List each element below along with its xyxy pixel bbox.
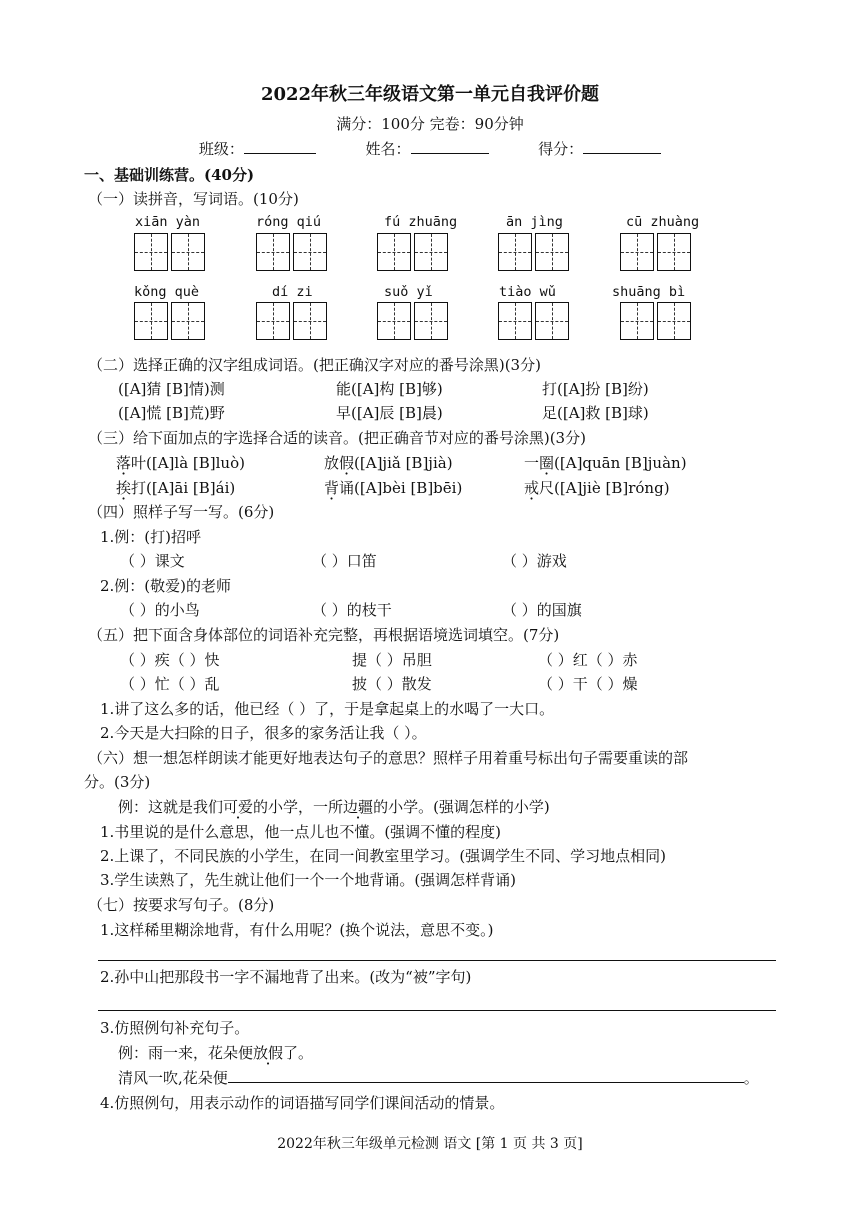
fill-item[interactable]: （ ）课文 (120, 552, 185, 570)
writing-grid[interactable] (498, 302, 572, 340)
answer-line[interactable] (98, 960, 776, 961)
pinyin-label: suǒ yǐ (384, 284, 433, 300)
reading-choice[interactable]: 背诵([A]bèi [B]bēi) (324, 479, 463, 497)
emphasized-char: 背 (324, 479, 340, 497)
fill-item[interactable]: 披（ ）散发 (352, 675, 432, 693)
pinyin-label: fú zhuāng (384, 214, 458, 230)
question-heading: （二）选择正确的汉字组成词语。(把正确汉字对应的番号涂黑)(3分) (88, 356, 541, 374)
grid-cell[interactable] (293, 302, 327, 340)
grid-cell[interactable] (171, 233, 205, 271)
question-heading: （一）读拼音，写词语。(10分) (88, 190, 299, 208)
fill-item[interactable]: （ ）疾（ ）快 (120, 651, 220, 669)
example: 2.例：(敬爱)的老师 (100, 577, 232, 595)
task-item: 3.仿照例句补充句子。 (100, 1019, 250, 1037)
emphasized-char: 挨 (116, 479, 132, 497)
grid-cell[interactable] (134, 233, 168, 271)
fill-sentence[interactable]: 清风一吹,花朵便 。 (118, 1069, 759, 1087)
emphasized-char: 戒 (524, 479, 540, 497)
question-heading: （三）给下面加点的字选择合适的读音。(把正确音节对应的番号涂黑)(3分) (88, 429, 586, 447)
fill-item[interactable]: （ ）口笛 (312, 552, 377, 570)
name-label: 姓名： (365, 140, 411, 158)
reading-choice[interactable]: 戒尺([A]jiè [B]róng) (524, 479, 670, 497)
pinyin-label: kǒng què (134, 284, 200, 300)
task-item: 1.这样稀里糊涂地背，有什么用呢？(换个说法，意思不变。) (100, 921, 494, 939)
grid-cell[interactable] (657, 233, 691, 271)
grid-cell[interactable] (134, 302, 168, 340)
section-heading: 一、基础训练营。(40分) (84, 166, 255, 184)
writing-grid[interactable] (377, 302, 451, 340)
grid-cell[interactable] (498, 233, 532, 271)
grid-cell[interactable] (171, 302, 205, 340)
answer-blank[interactable] (228, 1067, 744, 1083)
example: 例：这就是我们可爱的小学，一所边疆的小学。(强调怎样的小学) (118, 798, 550, 816)
pinyin-label: dí zi (272, 284, 313, 300)
emphasized-word: 边疆 (343, 798, 374, 816)
writing-grid[interactable] (256, 233, 330, 271)
fill-sentence[interactable]: 1.讲了这么多的话，他已经（ ）了，于是拿起桌上的水喝了一大口。 (100, 700, 555, 718)
score-field[interactable] (583, 138, 661, 154)
choice-item[interactable]: 早([A]辰 [B]晨) (336, 404, 443, 422)
question-heading: （五）把下面含身体部位的词语补充完整，再根据语境选词填空。(7分) (88, 626, 560, 644)
grid-cell[interactable] (620, 302, 654, 340)
grid-cell[interactable] (377, 302, 411, 340)
reading-choice[interactable]: 挨打([A]āi [B]ái) (116, 479, 236, 497)
writing-grid[interactable] (620, 233, 694, 271)
writing-grid[interactable] (256, 302, 330, 340)
writing-grid[interactable] (134, 233, 208, 271)
page-footer: 2022年秋三年级单元检测 语文 [第 1 页 共 3 页] (277, 1136, 583, 1152)
writing-grid[interactable] (134, 302, 208, 340)
pinyin-label: ān jìng (506, 214, 563, 230)
choice-item[interactable]: 足([A]救 [B]球) (542, 404, 649, 422)
choice-item[interactable]: ([A]猜 [B]情)测 (118, 380, 225, 398)
fill-sentence[interactable]: 2.今天是大扫除的日子，很多的家务活让我（ ）。 (100, 724, 427, 742)
grid-cell[interactable] (498, 302, 532, 340)
sentence-item[interactable]: 3.学生读熟了，先生就让他们一个一个地背诵。(强调怎样背诵) (100, 871, 517, 889)
grid-cell[interactable] (657, 302, 691, 340)
writing-grid[interactable] (377, 233, 451, 271)
fill-item[interactable]: （ ）游戏 (502, 552, 567, 570)
pinyin-label: shuāng bì (612, 284, 686, 300)
reading-choice[interactable]: 落叶([A]là [B]luò) (116, 454, 245, 472)
choice-item[interactable]: 打([A]扮 [B]纷) (542, 380, 649, 398)
page-title: 2022年秋三年级语文第一单元自我评价题 (260, 84, 600, 105)
fill-item[interactable]: （ ）的国旗 (502, 601, 582, 619)
question-heading: （七）按要求写句子。(8分) (88, 896, 275, 914)
pinyin-label: tiào wǔ (499, 284, 556, 300)
fill-item[interactable]: 提（ ）吊胆 (352, 651, 432, 669)
sentence-item[interactable]: 2.上课了，不同民族的小学生，在同一间教室里学习。(强调学生不同、学习地点相同) (100, 847, 667, 865)
choice-item[interactable]: ([A]慌 [B]荒)野 (118, 404, 225, 422)
question-heading: （四）照样子写一写。(6分) (88, 503, 275, 521)
reading-choice[interactable]: 放假([A]jiǎ [B]jià) (324, 454, 453, 472)
exam-meta: 满分：100分 完卷：90分钟 (336, 115, 524, 133)
task-item: 4.仿照例句，用表示动作的词语描写同学们课间活动的情景。 (100, 1094, 505, 1112)
question-heading: （六）想一想怎样朗读才能更好地表达句子的意思？照样子用着重号标出句子需要重读的部 (88, 749, 689, 767)
fill-item[interactable]: （ ）忙（ ）乱 (120, 675, 220, 693)
emphasized-char: 落 (116, 454, 132, 472)
reading-choice[interactable]: 一圈([A]quān [B]juàn) (524, 454, 687, 472)
fill-item[interactable]: （ ）的小鸟 (120, 601, 200, 619)
student-info (0, 138, 860, 160)
grid-cell[interactable] (377, 233, 411, 271)
grid-cell[interactable] (256, 302, 290, 340)
name-field[interactable] (411, 138, 489, 154)
task-item: 2.孙中山把那段书一字不漏地背了出来。(改为“被”字句) (100, 968, 472, 986)
class-field[interactable] (244, 138, 316, 154)
emphasized-word: 可爱 (223, 798, 254, 816)
fill-item[interactable]: （ ）红（ ）赤 (538, 651, 638, 669)
grid-cell[interactable] (414, 233, 448, 271)
score-label: 得分： (538, 140, 584, 158)
grid-cell[interactable] (535, 302, 569, 340)
answer-line[interactable] (98, 1010, 776, 1011)
grid-cell[interactable] (293, 233, 327, 271)
fill-item[interactable]: （ ）的枝干 (312, 601, 392, 619)
class-label: 班级： (198, 140, 244, 158)
pinyin-label: xiān yàn (135, 214, 201, 230)
example: 例：雨一来，花朵便放假了。 (118, 1044, 314, 1062)
writing-grid[interactable] (498, 233, 572, 271)
grid-cell[interactable] (620, 233, 654, 271)
grid-cell[interactable] (256, 233, 290, 271)
choice-item[interactable]: 能([A]构 [B]够) (336, 380, 443, 398)
sentence-item[interactable]: 1.书里说的是什么意思，他一点儿也不懂。(强调不懂的程度) (100, 823, 502, 841)
writing-grid[interactable] (620, 302, 694, 340)
emphasized-char: 圈 (539, 454, 555, 472)
emphasized-word: 放假 (253, 1044, 284, 1062)
question-heading-cont: 分。(3分) (84, 773, 151, 791)
grid-cell[interactable] (414, 302, 448, 340)
pinyin-label: cū zhuàng (626, 214, 700, 230)
grid-cell[interactable] (535, 233, 569, 271)
fill-item[interactable]: （ ）干（ ）燥 (538, 675, 638, 693)
emphasized-char: 假 (339, 454, 355, 472)
example: 1.例：(打)招呼 (100, 528, 202, 546)
pinyin-label: róng qiú (256, 214, 322, 230)
